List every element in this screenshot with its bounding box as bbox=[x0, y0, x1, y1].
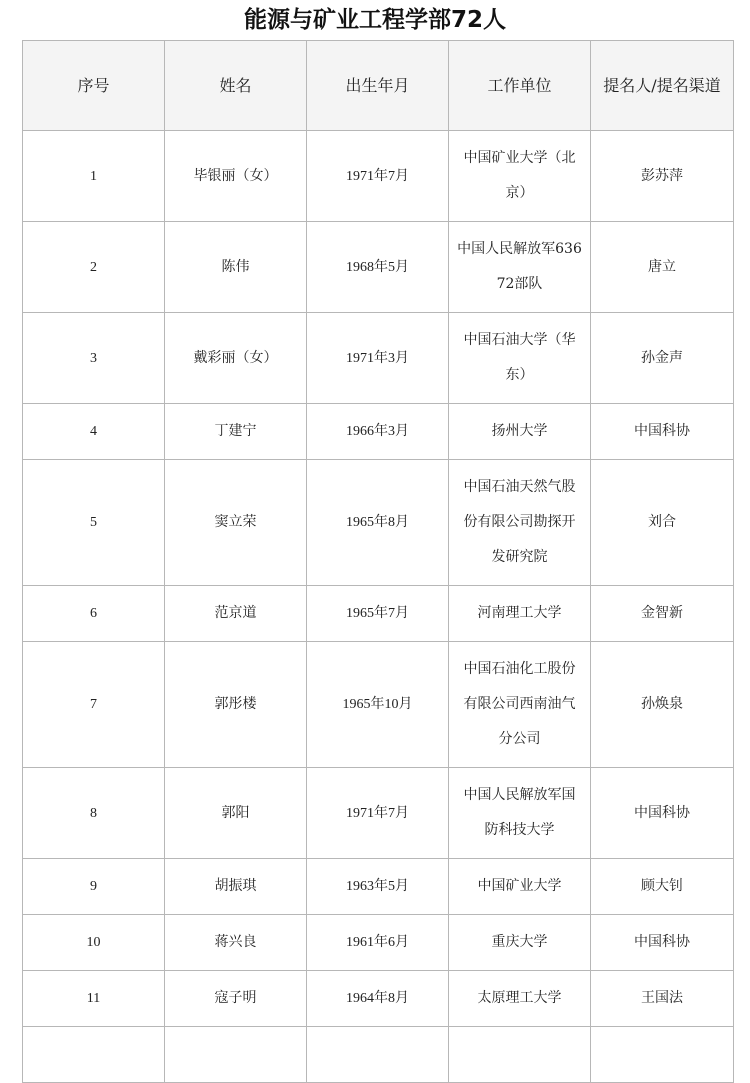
table-header-row bbox=[23, 41, 734, 131]
header-nominator: 提名人/提名渠道 bbox=[591, 41, 734, 131]
table-row bbox=[23, 222, 734, 313]
members-table bbox=[22, 40, 734, 1083]
work-unit: 中国石油大学（华东） bbox=[449, 313, 591, 404]
table-row bbox=[23, 971, 734, 1027]
work-unit: 重庆大学 bbox=[449, 915, 591, 971]
work-unit: 中国石油天然气股份有限公司勘探开发研究院 bbox=[449, 460, 591, 586]
table-row bbox=[23, 313, 734, 404]
birth-date: 1963年5月 bbox=[307, 859, 449, 915]
nominator: 中国科协 bbox=[591, 915, 734, 971]
nominator: 孙金声 bbox=[591, 313, 734, 404]
birth-date: 1965年7月 bbox=[307, 586, 449, 642]
birth-date: 1965年10月 bbox=[307, 642, 449, 768]
birth-date: 1961年6月 bbox=[307, 915, 449, 971]
table-row bbox=[23, 1027, 734, 1083]
serial-number bbox=[23, 1027, 165, 1083]
serial-number: 8 bbox=[23, 768, 165, 859]
member-name: 陈伟 bbox=[165, 222, 307, 313]
serial-number: 4 bbox=[23, 404, 165, 460]
work-unit: 中国人民解放军63672部队 bbox=[449, 222, 591, 313]
nominator: 顾大钊 bbox=[591, 859, 734, 915]
birth-date: 1968年5月 bbox=[307, 222, 449, 313]
header-work-unit: 工作单位 bbox=[449, 41, 591, 131]
member-name: 郭阳 bbox=[165, 768, 307, 859]
serial-number: 7 bbox=[23, 642, 165, 768]
member-name: 寇子明 bbox=[165, 971, 307, 1027]
header-birth-date: 出生年月 bbox=[307, 41, 449, 131]
nominator: 中国科协 bbox=[591, 404, 734, 460]
table-row bbox=[23, 768, 734, 859]
table-row bbox=[23, 642, 734, 768]
nominator: 彭苏萍 bbox=[591, 131, 734, 222]
serial-number: 1 bbox=[23, 131, 165, 222]
birth-date: 1971年3月 bbox=[307, 313, 449, 404]
serial-number: 10 bbox=[23, 915, 165, 971]
member-name: 范京道 bbox=[165, 586, 307, 642]
member-name: 窦立荣 bbox=[165, 460, 307, 586]
serial-number: 11 bbox=[23, 971, 165, 1027]
member-name: 丁建宁 bbox=[165, 404, 307, 460]
work-unit: 中国人民解放军国防科技大学 bbox=[449, 768, 591, 859]
birth-date: 1965年8月 bbox=[307, 460, 449, 586]
table-row bbox=[23, 915, 734, 971]
birth-date: 1966年3月 bbox=[307, 404, 449, 460]
work-unit: 扬州大学 bbox=[449, 404, 591, 460]
table-row bbox=[23, 131, 734, 222]
member-name: 毕银丽（女） bbox=[165, 131, 307, 222]
nominator: 王国法 bbox=[591, 971, 734, 1027]
work-unit: 太原理工大学 bbox=[449, 971, 591, 1027]
work-unit: 河南理工大学 bbox=[449, 586, 591, 642]
serial-number: 5 bbox=[23, 460, 165, 586]
work-unit: 中国石油化工股份有限公司西南油气分公司 bbox=[449, 642, 591, 768]
nominator: 刘合 bbox=[591, 460, 734, 586]
header-name: 姓名 bbox=[165, 41, 307, 131]
serial-number: 3 bbox=[23, 313, 165, 404]
birth-date: 1964年8月 bbox=[307, 971, 449, 1027]
table-row bbox=[23, 404, 734, 460]
nominator: 孙焕泉 bbox=[591, 642, 734, 768]
member-name: 郭彤楼 bbox=[165, 642, 307, 768]
member-name: 戴彩丽（女） bbox=[165, 313, 307, 404]
nominator: 中国科协 bbox=[591, 768, 734, 859]
serial-number: 6 bbox=[23, 586, 165, 642]
nominator: 唐立 bbox=[591, 222, 734, 313]
table-row bbox=[23, 586, 734, 642]
birth-date bbox=[307, 1027, 449, 1083]
serial-number: 9 bbox=[23, 859, 165, 915]
work-unit: 中国矿业大学（北京） bbox=[449, 131, 591, 222]
work-unit: 中国矿业大学 bbox=[449, 859, 591, 915]
page-title: 能源与矿业工程学部72人 bbox=[243, 7, 506, 33]
member-name: 蒋兴良 bbox=[165, 915, 307, 971]
table-row bbox=[23, 859, 734, 915]
nominator bbox=[591, 1027, 734, 1083]
header-serial-number: 序号 bbox=[23, 41, 165, 131]
table-row bbox=[23, 460, 734, 586]
birth-date: 1971年7月 bbox=[307, 768, 449, 859]
nominator: 金智新 bbox=[591, 586, 734, 642]
serial-number: 2 bbox=[23, 222, 165, 313]
work-unit bbox=[449, 1027, 591, 1083]
member-name bbox=[165, 1027, 307, 1083]
birth-date: 1971年7月 bbox=[307, 131, 449, 222]
member-name: 胡振琪 bbox=[165, 859, 307, 915]
